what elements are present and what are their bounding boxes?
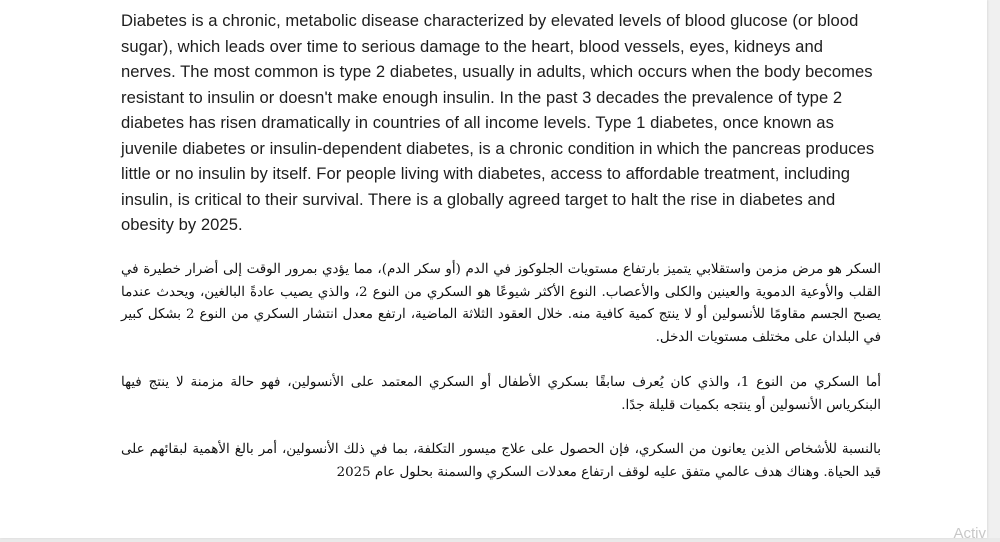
vertical-scrollbar[interactable] xyxy=(986,0,1000,538)
english-paragraph: Diabetes is a chronic, metabolic disease characterized by elevated levels of blood glucose (or blood sugar), which leads over time to serious damage to the heart, blood vessels, eyes, kidneys and nerves. The most common is type 2 diabetes, usually in adults, which occurs when the body becomes resistant to insulin or doesn't make enough insulin. In the past 3 decades the prevalence of type 2 diabetes has risen dramatically in countries of all income levels. Type 1 diabetes, once known as juvenile diabetes or insulin-dependent diabetes, is a chronic condition in which the pancreas produces little or no insulin by itself. For people living with diabetes, access to affordable treatment, including insulin, is critical to their survival. There is a globally agreed target to halt the rise in diabetes and obesity by 2025. xyxy=(121,11,875,234)
arabic-paragraph-1: السكر هو مرض مزمن واستقلابي يتميز بارتفاع مستويات الجلوكوز في الدم (أو سكر الدم)، مما يؤدي بمرور الوقت إلى أضرار خطيرة في القلب والأوعية الدموية والعينين والكلى والأعصاب. النوع الأكثر شيوعًا هو السكري من النوع 2، والذي يصيب عادةً البالغين، ويحدث عندما يصبح الجسم مقاومًا للأنسولين أو لا ينتج كمية كافية منه. خلال العقود الثلاثة الماضية، ارتفع معدل انتشار السكري من النوع 2 بشكل كبير في البلدان على مختلف مستويات الدخل. xyxy=(121,262,882,345)
arabic-paragraph-2: أما السكري من النوع 1، والذي كان يُعرف سابقًا بسكري الأطفال أو السكري المعتمد على الأنسولين، فهو حالة مزمنة لا ينتج فيها البنكرياس الأنسولين أو ينتجه بكميات قليلة جدًا. xyxy=(121,375,881,413)
activation-watermark: Activ xyxy=(953,525,986,542)
arabic-paragraph-3: بالنسبة للأشخاص الذين يعانون من السكري، فإن الحصول على علاج ميسور التكلفة، بما في ذلك الأنسولين، أمر بالغ الأهمية لبقائهم على قيد الحياة. وهناك هدف عالمي متفق عليه لوقف ارتفاع معدلات السكري والسمنة بحلول عام 2025 xyxy=(121,442,881,480)
